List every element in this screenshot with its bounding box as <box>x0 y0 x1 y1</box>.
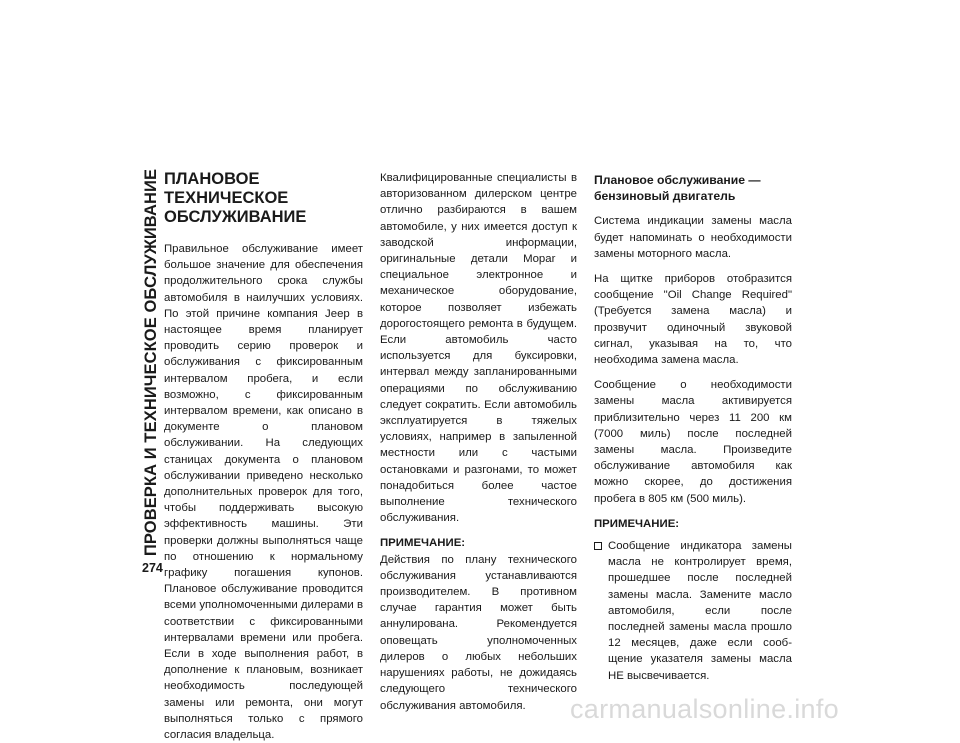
page-number: 274 <box>142 561 163 575</box>
note-text: Действия по плану технического обслуживания устанавливаются производителем. В противном случае гарантия может быть аннулирована. Рекомендуется оповещать уполномоченных дилеров о любых небольших нарушениях работы, не дожидаясь следующего технического обслуживания автомобиля. <box>380 553 577 712</box>
note-heading: ПРИМЕЧАНИЕ: <box>594 517 680 530</box>
section-side-title <box>139 168 165 556</box>
side-title-text: ПРОВЕРКА И ТЕХНИЧЕСКОЕ ОБСЛУЖИВАНИЕ <box>142 168 161 556</box>
oil-indicator-paragraph: Система индикации замены масла будет напоминать о необходимости замены моторного масла. <box>594 215 792 260</box>
dealer-paragraph: Квалифицированные специалисты в авторизованном дилерском центре отлично разбираются в вашем автомобиле, у них имеется доступ к заводской информации, оригинальные детали Mopar и специальное электронное и механическое оборудование, которое позволяет избежать дорогостоящего ремонта в будущем. Если автомобиль часто используется для буксировки, интервал между запланированными операциями по обслуживанию следует сократить. Если автомобиль эксплуатируется в тяжелых условиях, например в запыленной местности или с частыми остановками и разгонами, то может понадобиться более частое выполнение технического обслуживания. <box>380 172 577 525</box>
note-bullet-item <box>594 538 792 684</box>
oil-interval-paragraph: Сообщение о необходимости замены масла активируется приблизительно через 11 200 км (7000 миль) после последней замены масла. Произведите обслуживание автомобиля как можно скорее, до достижения пробега в 805 км (500 миль). <box>594 379 792 505</box>
intro-paragraph: Правильное обслуживание имеет большое значение для обеспечения продолжительного срока службы автомобиля в наилучших условиях. По этой причине компания Jeep в настоящее время планирует проводить серию проверок и обслуживания с фиксированным интервалом пробега, и если возможно, с фиксированным интервалом времени, как описано в документе о плановом обслуживании. На следующих станицах документа о плановом обслуживании приведено несколько дополнительных проверок для того, чтобы поддерживать высокую эффективность машины. Эти проверки должны выполняться чаще по отношению к нормальному графику погашения купонов. Плановое обслуживание проводится всеми уполномоченными дилерами в соответствии с фиксированными интервалами времени или пробега. Если в ходе выполнения работ, в дополнение к плановым, возникает необходимость последующей замены или ремонта, они могут выполняться только с прямого согласия владельца. <box>164 243 363 742</box>
column-3 <box>594 172 792 684</box>
column-1 <box>164 170 363 743</box>
column-2 <box>380 170 577 714</box>
note-heading: ПРИМЕЧАНИЕ: <box>380 537 466 550</box>
watermark: carmanualsonline.info <box>570 694 839 724</box>
square-bullet-icon <box>594 542 602 550</box>
oil-message-paragraph: На щитке приборов отобразится сообщение "Oil Change Required" (Требуется замена масла) и прозвучит одиночный звуковой сигнал, указывая на то, что необходима замена масла. <box>594 273 792 367</box>
bullet-text: Сообщение индикатора замены масла не контролирует время, прошедшее после последней замены масла. Замените масло автомобиля, если после последней замены масла прошло 12 месяцев, даже если сообщение указателя замены масла НЕ высвечивается. <box>608 540 792 682</box>
subsection-heading: Плановое обслуживание — бензиновый двигатель <box>594 173 761 204</box>
section-heading: ПЛАНОВОЕ ТЕХНИЧЕСКОЕ ОБСЛУЖИВАНИЕ <box>164 170 307 226</box>
